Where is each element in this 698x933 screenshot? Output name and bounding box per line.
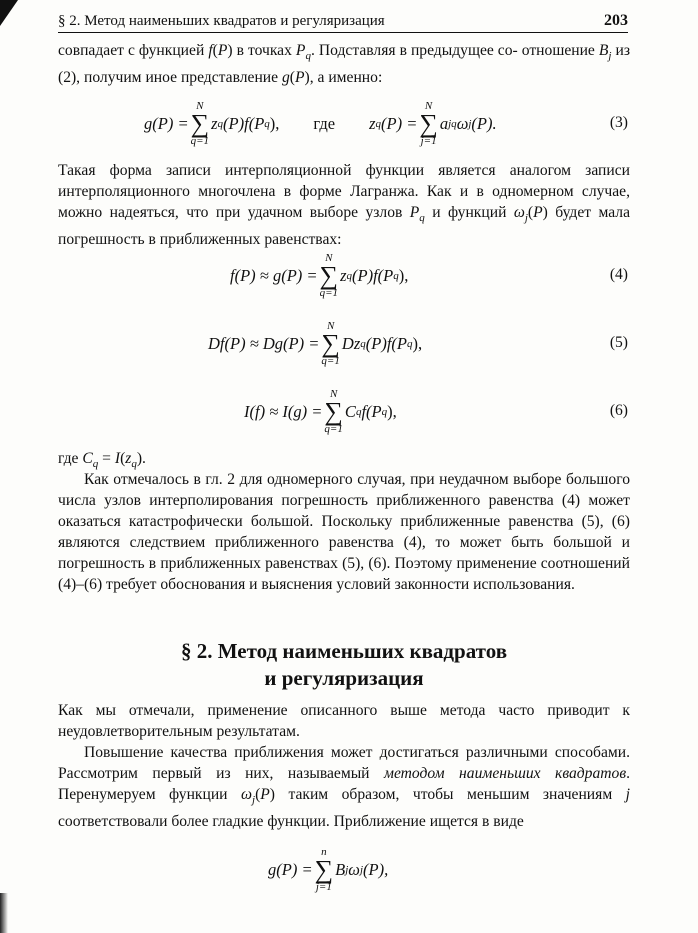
equation-6: I(f) ≈ I(g) = N ∑ q=1 C q f(P q ), (6) xyxy=(244,388,628,435)
running-header xyxy=(58,6,628,33)
sum-symbol: n ∑ j=1 xyxy=(314,846,334,893)
section-heading xyxy=(58,638,630,692)
sum-symbol: N ∑ q=1 xyxy=(190,100,210,147)
equation-4: f(P) ≈ g(P) = N ∑ q=1 z q (P)f(P q ), (4) xyxy=(230,252,628,299)
where-line: где $C_q = I(z_q)$. xyxy=(58,450,146,471)
sum-symbol: N ∑ q=1 xyxy=(324,388,343,435)
equation-number: (6) xyxy=(609,402,628,419)
page-edge-shadow xyxy=(0,893,8,933)
paragraph-1: совпадает с функцией f(P) в точках $P_q$. Подставляя в предыдущее со- отношение $B_j$ из (2), получим иное представление g(P), а именно: xyxy=(58,42,630,87)
paragraph-4: Как мы отмечали, применение описанного выше метода часто приводит к неудовлетворительным результатам. xyxy=(58,702,630,740)
page-number: 203 xyxy=(604,12,628,29)
sum-symbol: N ∑ q=1 xyxy=(319,252,339,299)
page-corner-mark xyxy=(0,0,18,26)
equation-number: (4) xyxy=(609,266,628,283)
equation-3: g(P) = N ∑ q=1 z q (P)f(P q ), где z q (P) = N ∑ j=1 a jq ω j (P). (3) xyxy=(144,100,628,147)
equation-number: (3) xyxy=(609,114,628,131)
paragraph-3: Как отмечалось в гл. 2 для одномерного случая, при неудачном выборе большого числа узлов интерполирования погрешность приближенного равенства (4) может оказаться катастрофически большой. Поскольку приближенные равенства (5), (6) являются следствием приближенного равенства (4), то может быть большой и погрешность в приближенных равенствах (5), (6). Поэтому применение соотношений (4)–(6) требует обоснования и выяснения условий законности использования. xyxy=(58,471,630,593)
paragraph-5: Повышение качества приближения может достигаться различными способами. Рассмотрим первый из них, называемый методом наименьших квадратов. Перенумеруем функции $\omega_j(P)$ таким образом, чтобы меньшим значениям j соответствовали более гладкие функции. Приближение ищется в виде xyxy=(58,744,630,831)
term-least-squares: методом наименьших квадратов xyxy=(384,765,627,782)
sum-symbol: N ∑ j=1 xyxy=(419,100,438,147)
sum-symbol: N ∑ q=1 xyxy=(321,320,340,367)
running-title: § 2. Метод наименьших квадратов и регуляризация xyxy=(58,13,385,29)
equation-number: (5) xyxy=(609,334,628,351)
equation-7: g(P) = n ∑ j=1 B j ω j (P), xyxy=(268,846,389,893)
section-heading-line-2: и регуляризация xyxy=(264,666,424,690)
section-heading-line-1: § 2. Метод наименьших квадратов xyxy=(180,639,508,663)
equation-5: Df(P) ≈ Dg(P) = N ∑ q=1 Dz q (P)f(P q ), (5) xyxy=(208,320,628,367)
paragraph-2: Такая форма записи интерполяционной функции является аналогом записи интерполяционного многочлена в форме Лагранжа. Как и в одномерном случае, можно надеяться, что при удачном выборе узлов $P_q$ и функций $\omega_j(P)$ будет мала погрешность в приближенных равенствах: xyxy=(58,162,630,249)
